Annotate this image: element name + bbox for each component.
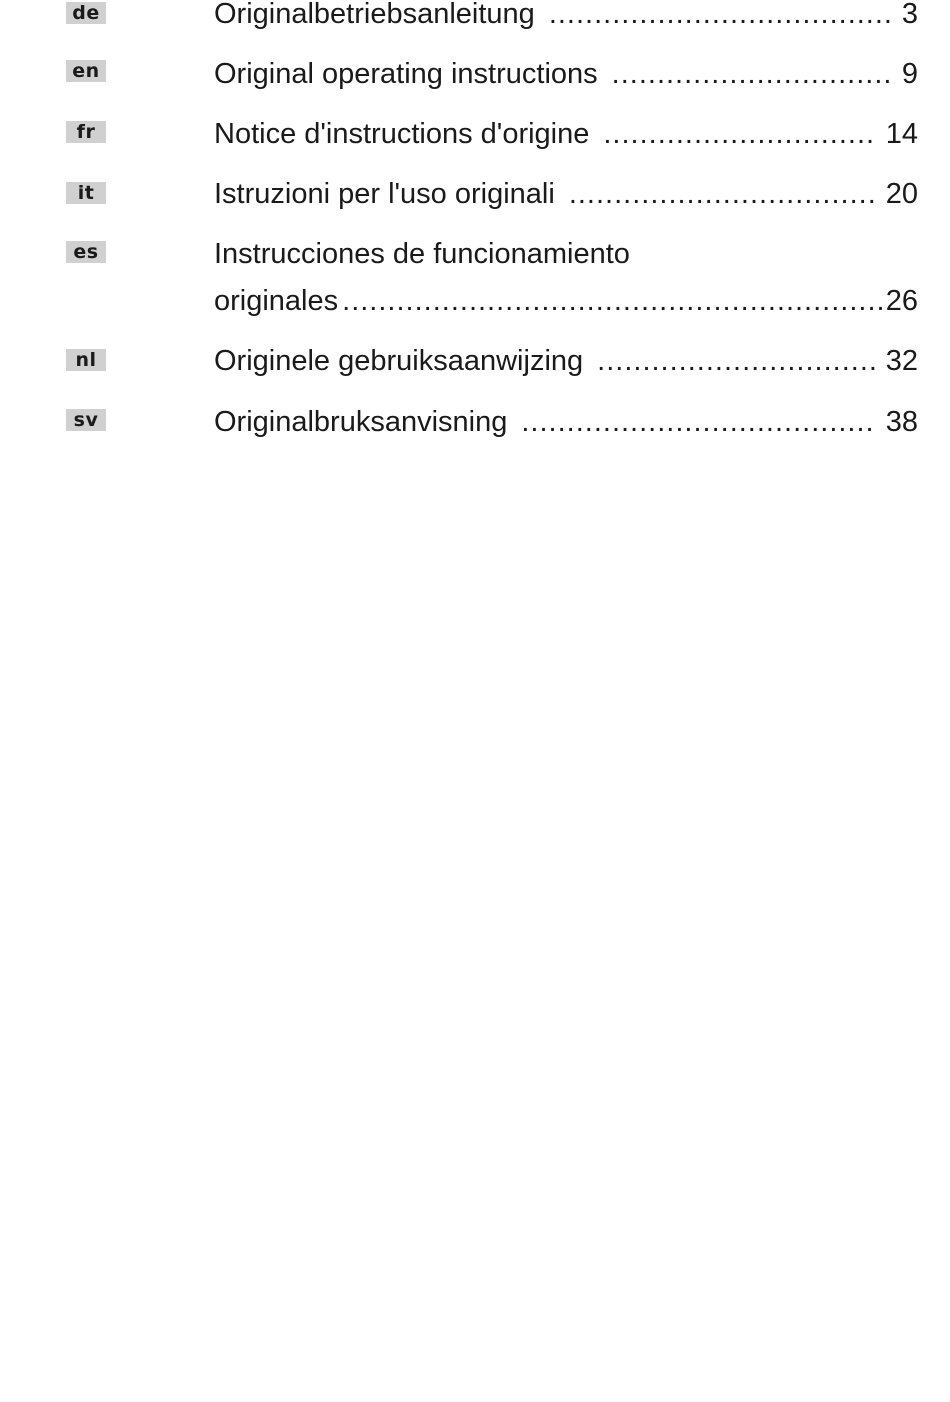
toc-title-es-line1: Instrucciones de funcionamiento [214, 238, 630, 270]
language-badge-it: it [66, 182, 106, 204]
language-badge-en: en [66, 60, 106, 82]
toc-title-es-line2: originales [214, 285, 339, 317]
toc-leader-dots [342, 281, 886, 321]
toc-leader-dots [612, 54, 892, 94]
toc-title-nl: Originele gebruiksaanwijzing [214, 345, 584, 377]
toc-page-it: 20 [885, 178, 918, 210]
toc-line-en[interactable] [214, 54, 918, 94]
toc-page-fr: 14 [885, 118, 918, 150]
toc-line-fr[interactable] [214, 114, 918, 154]
toc-line-de[interactable] [214, 0, 918, 34]
toc-line-es-2[interactable] [214, 281, 918, 321]
toc-title-sv: Originalbruksanvisning [214, 406, 508, 438]
language-badge-fr: fr [66, 121, 106, 143]
toc-title-fr: Notice d'instructions d'origine [214, 118, 590, 150]
toc-page-de: 3 [901, 0, 918, 30]
toc-page-es: 26 [885, 285, 918, 317]
toc-leader-dots [549, 0, 892, 34]
toc-leader-dots [521, 402, 875, 442]
toc-leader-dots [597, 341, 876, 381]
language-badge-sv: sv [66, 409, 106, 431]
toc-line-es-1[interactable] [214, 234, 630, 274]
language-badge-de: de [66, 2, 106, 24]
toc-page-nl: 32 [885, 345, 918, 377]
toc-leader-dots [569, 174, 876, 214]
toc-page-en: 9 [901, 58, 918, 90]
language-badge-nl: nl [66, 349, 106, 371]
toc-leader-dots [603, 114, 875, 154]
toc-title-en: Original operating instructions [214, 58, 598, 90]
toc-line-it[interactable] [214, 174, 918, 214]
toc-title-de: Originalbetriebsanleitung [214, 0, 535, 30]
toc-line-sv[interactable] [214, 402, 918, 442]
toc-page-sv: 38 [885, 406, 918, 438]
language-badge-es: es [66, 241, 106, 263]
toc-title-it: Istruzioni per l'uso originali [214, 178, 555, 210]
toc-line-nl[interactable] [214, 341, 918, 381]
